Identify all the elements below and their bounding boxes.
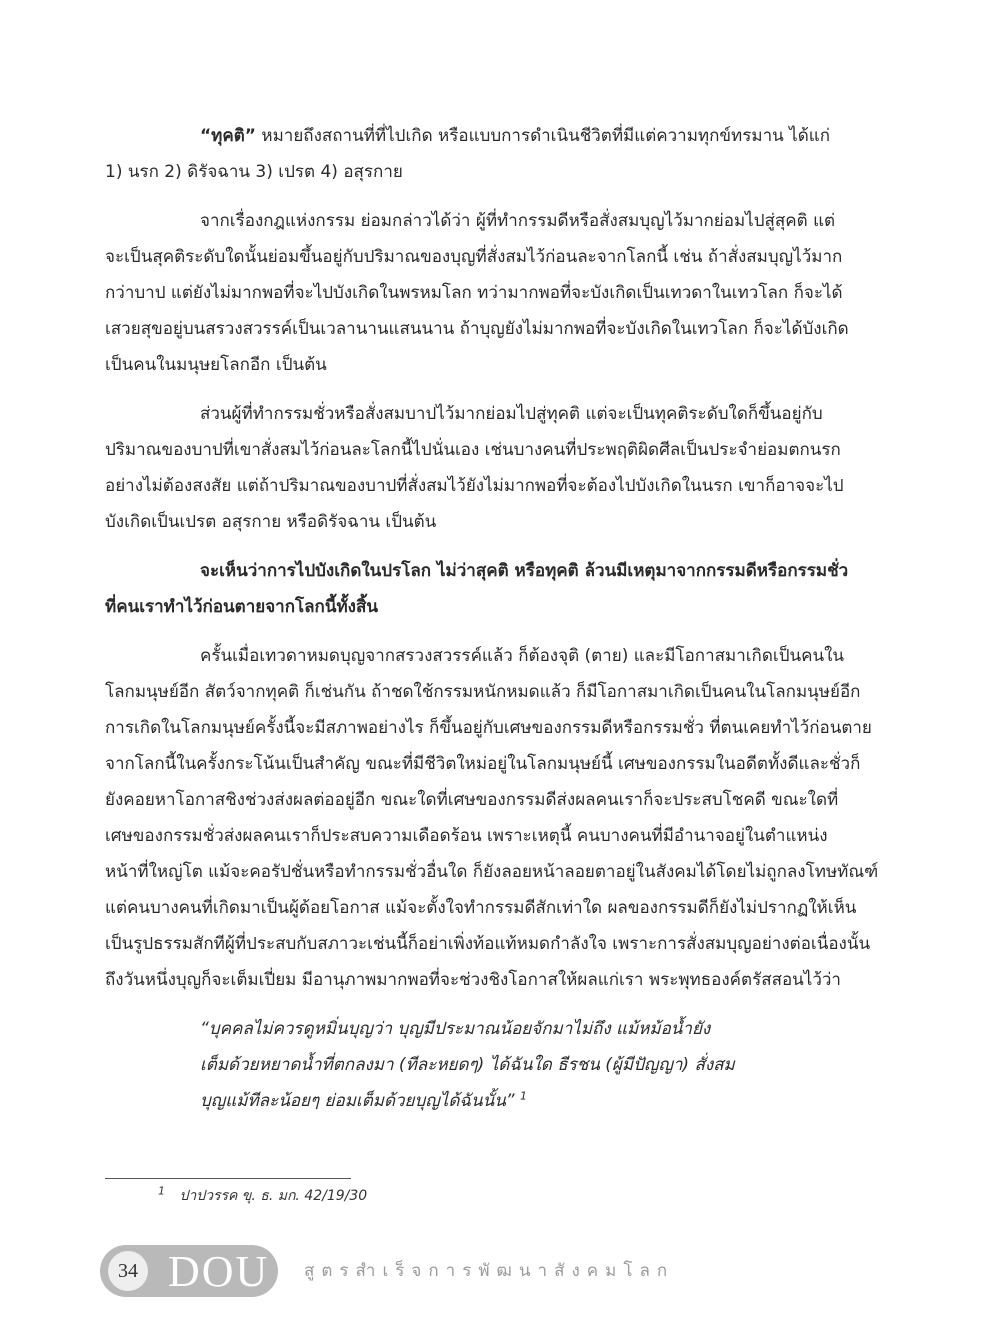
footnote-divider xyxy=(105,1178,351,1179)
text-line: ถึงวันหนึ่งบุญก็จะเต็มเปี่ยม มีอานุภาพมากพอที่จะช่วงชิงโอกาสให้ผลแก่เรา พระพุทธองค์ตรัสสอนไว้ว่า xyxy=(105,970,841,990)
text-line: เป็นคนในมนุษยโลกอีก เป็นต้น xyxy=(105,355,327,375)
text-line: เสวยสุขอยู่บนสรวงสวรรค์เป็นเวลานานแสนนาน ถ้าบุญยังไม่มากพอที่จะบังเกิดในเทวโลก ก็จะได้บังเกิด xyxy=(105,319,849,339)
footnote xyxy=(158,1185,367,1207)
footnote-marker: 1 xyxy=(158,1184,165,1198)
quote-line: เต็มด้วยหยาดน้ำที่ตกลงมา (ทีละหยดๆ) ได้ฉันใด ธีรชน (ผู้มีปัญญา) สั่งสม xyxy=(200,1055,735,1075)
page-body xyxy=(105,118,882,1119)
text-line: จากเรื่องกฎแห่งกรรม ย่อมกล่าวได้ว่า ผู้ที่ทำกรรมดีหรือสั่งสมบุญไว้มากย่อมไปสู่สุคติ แต่ xyxy=(200,211,836,231)
text-line: จะเห็นว่าการไปบังเกิดในปรโลก ไม่ว่าสุคติ หรือทุคติ ล้วนมีเหตุมาจากกรรมดีหรือกรรมชั่ว xyxy=(200,561,849,581)
text-line: “ทุคติ” หมายถึงสถานที่ที่ไปเกิด หรือแบบการดำเนินชีวิตที่มีแต่ความทุกข์ทรมาน ได้แก่ xyxy=(200,126,830,146)
quote-line: บุญแม้ทีละน้อยๆ ย่อมเต็มด้วยบุญได้ฉันนั้น” $^1$ xyxy=(200,1089,528,1111)
paragraph-rebirth xyxy=(105,638,882,998)
quote-line: “บุคคลไม่ควรดูหมิ่นบุญว่า บุญมีประมาณน้อยจักมาไม่ถึง แม้หม้อน้ำยัง xyxy=(200,1019,711,1039)
text-line: ปริมาณของบาปที่เขาสั่งสมไว้ก่อนละโลกนี้ไปนั่นเอง เช่นบางคนที่ประพฤติผิดศีลเป็นประจำย่อมตกนรก xyxy=(105,440,841,460)
text-line: โลกมนุษย์อีก สัตว์จากทุคติ ก็เช่นกัน ถ้าชดใช้กรรมหนักหมดแล้ว ก็มีโอกาสมาเกิดเป็นคนในโลกมนุษย์อีก xyxy=(105,682,861,702)
text-line: หน้าที่ใหญ่โต แม้จะคอรัปชั่นหรือทำกรรมชั่วอื่นใด ก็ยังลอยหน้าลอยตาอยู่ในสังคมได้โดยไม่ถูกลงโทษทัณฑ์ xyxy=(105,862,879,882)
text-line: จากโลกนี้ในครั้งกระโน้นเป็นสำคัญ ขณะที่มีชีวิตใหม่อยู่ในโลกมนุษย์นี้ เศษของกรรมในอดีตทั้งดีและชั่วก็ xyxy=(105,754,861,774)
paragraph-tukati-definition xyxy=(105,118,882,190)
text-line: กว่าบาป แต่ยังไม่มากพอที่จะไปบังเกิดในพรหมโลก ทว่ามากพอที่จะบังเกิดเป็นเทวดาในเทวโลก ก็จะได้ xyxy=(105,283,843,303)
paragraph-tukati xyxy=(105,396,882,540)
text-line: ส่วนผู้ที่ทำกรรมชั่วหรือสั่งสมบาปไว้มากย่อมไปสู่ทุคติ แต่จะเป็นทุคติระดับใดก็ขึ้นอยู่กับ xyxy=(200,404,823,424)
brand-logo-text: DOU xyxy=(168,1247,270,1296)
book-title: สูตรสำเร็จการพัฒนาสังคมโลก xyxy=(304,1261,675,1281)
text-line: อย่างไม่ต้องสงสัย แต่ถ้าปริมาณของบาปที่สั่งสมไว้ยังไม่มากพอที่จะต้องไปบังเกิดในนรก เขาก็อาจจะไป xyxy=(105,476,844,496)
term-tukati: “ทุคติ” xyxy=(200,126,256,146)
text-line: บังเกิดเป็นเปรต อสุรกาย หรือดิรัจฉาน เป็นต้น xyxy=(105,512,437,532)
buddha-quote xyxy=(105,1011,882,1119)
footnote-text: ปาปวรรค ขุ. ธ. มก. 42/19/30 xyxy=(179,1188,368,1204)
text-line: แต่คนบางคนที่เกิดมาเป็นผู้ด้อยโอกาส แม้จะตั้งใจทำกรรมดีสักเท่าใด ผลของกรรมดีก็ยังไม่ปรากฏให้เห็น xyxy=(105,898,857,918)
text-line: ครั้นเมื่อเทวดาหมดบุญจากสรวงสวรรค์แล้ว ก็ต้องจุติ (ตาย) และมีโอกาสมาเกิดเป็นคนใน xyxy=(200,646,845,666)
text-line: ยังคอยหาโอกาสชิงช่วงส่งผลต่ออยู่อีก ขณะใดที่เศษของกรรมดีส่งผลคนเราก็จะประสบโชคดี ขณะใดที่ xyxy=(105,790,839,810)
text-line: เป็นรูปธรรมสักทีผู้ที่ประสบกับสภาวะเช่นนี้ก็อย่าเพิ่งท้อแท้หมดกำลังใจ เพราะการสั่งสมบุญอย่างต่อเนื่องนั้น xyxy=(105,934,871,954)
text-line: ที่คนเราทำไว้ก่อนตายจากโลกนี้ทั้งสิ้น xyxy=(105,597,378,617)
text-line: การเกิดในโลกมนุษย์ครั้งนี้จะมีสภาพอย่างไร ก็ขึ้นอยู่กับเศษของกรรมดีหรือกรรมชั่ว ที่ตนเคยทำไว้ก่อนตาย xyxy=(105,718,872,738)
footnote-reference[interactable]: 1 xyxy=(520,1089,528,1103)
page-number: 34 xyxy=(108,1251,148,1291)
text-line: จะเป็นสุคติระดับใดนั้นย่อมขึ้นอยู่กับปริมาณของบุญที่สั่งสมไว้ก่อนละจากโลกนี้ เช่น ถ้าสั่งสมบุญไว้มาก xyxy=(105,247,843,267)
text-line: เศษของกรรมชั่วส่งผลคนเราก็ประสบความเดือดร้อน เพราะเหตุนี้ คนบางคนที่มีอำนาจอยู่ในตำแหน่ง xyxy=(105,826,828,846)
paragraph-sukati xyxy=(105,203,882,383)
footer-badge xyxy=(100,1245,278,1297)
text-line: 1) นรก 2) ดิรัจฉาน 3) เปรต 4) อสุรกาย xyxy=(105,162,403,182)
paragraph-emphasis xyxy=(105,553,882,625)
